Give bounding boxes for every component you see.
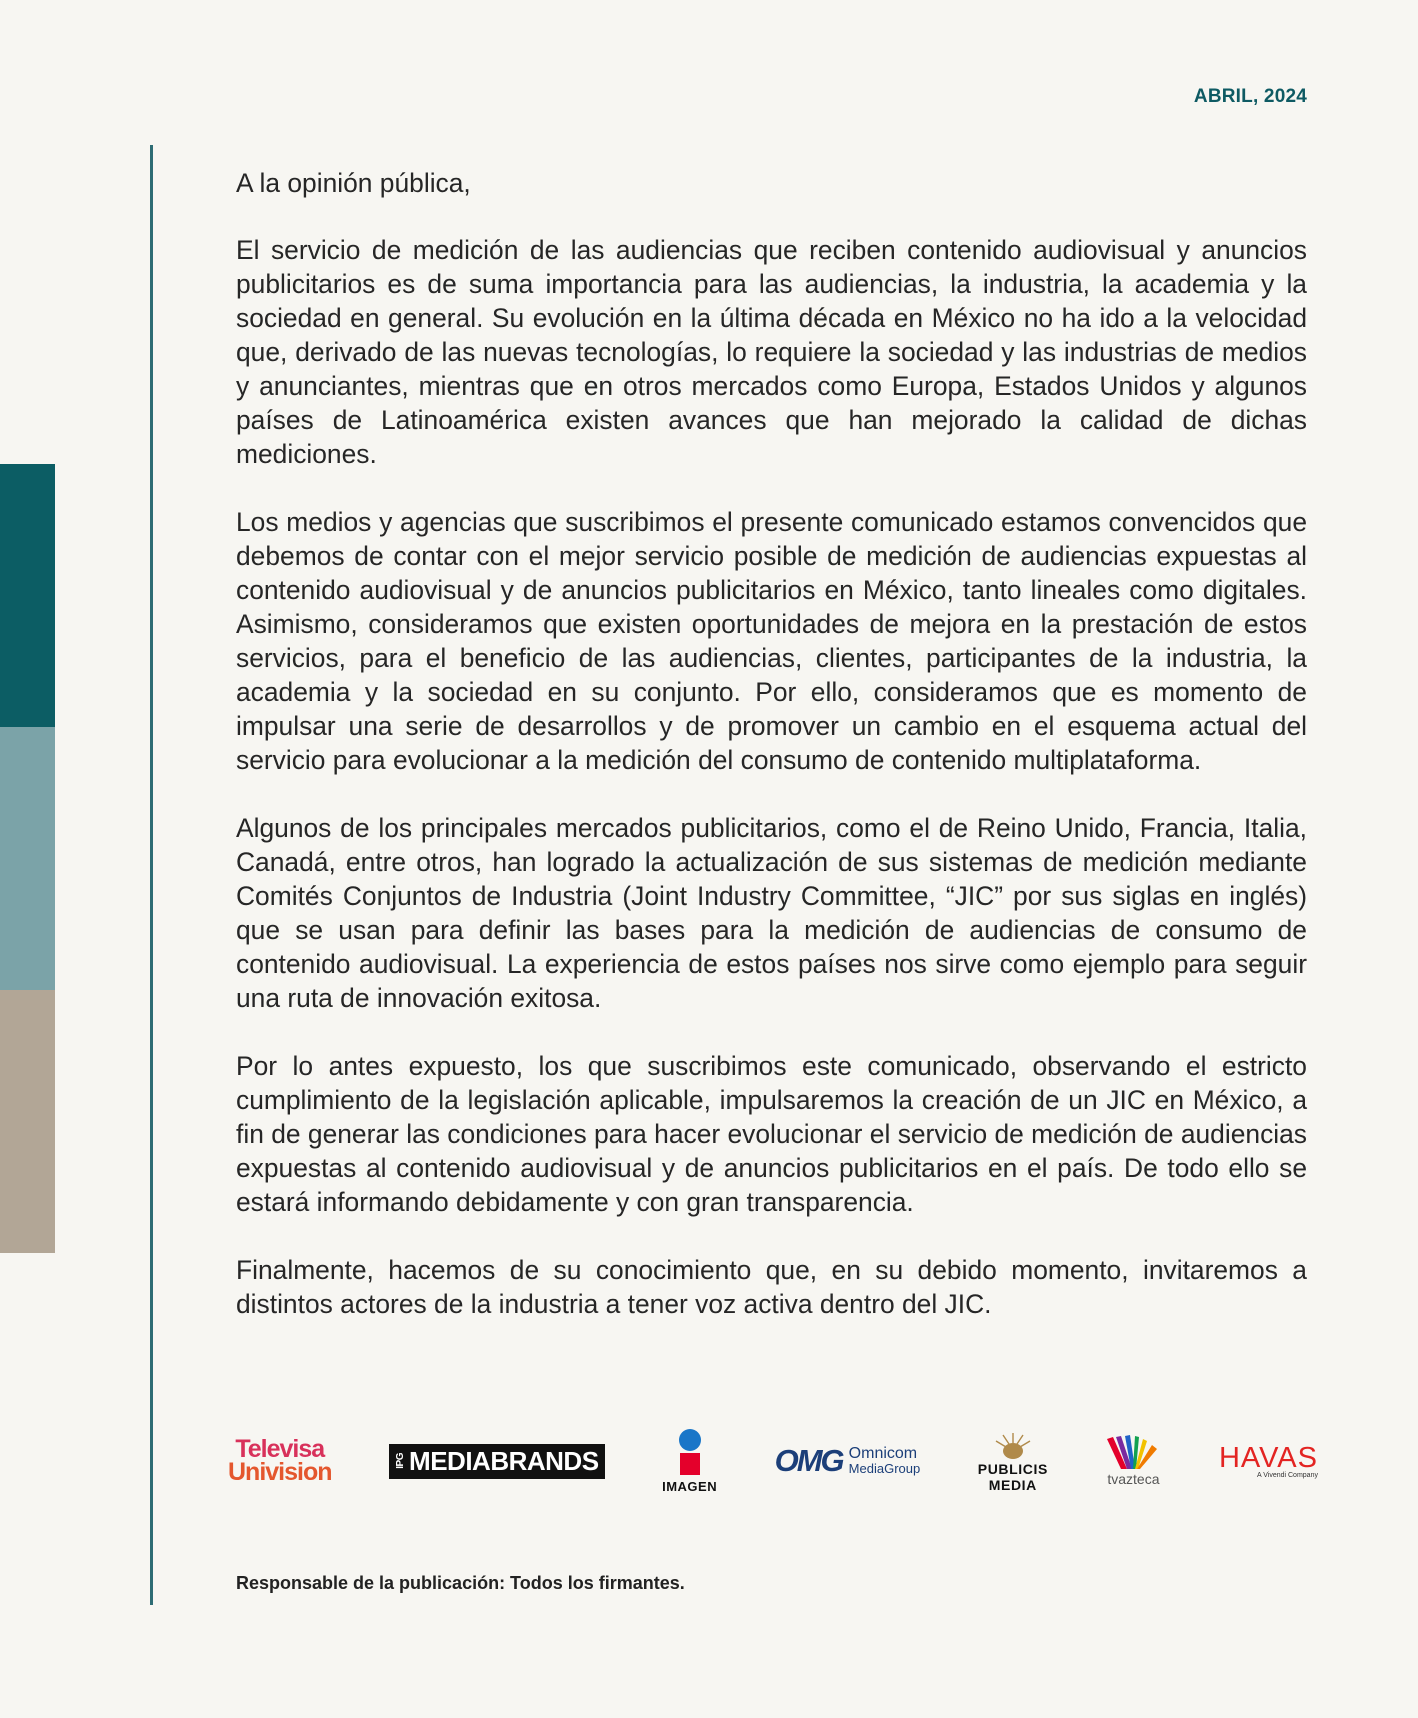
publicis-logo-line1: PUBLICIS: [977, 1461, 1048, 1477]
signatory-logos: [228, 1424, 1318, 1498]
omg-logo-line1: Omnicom: [848, 1445, 918, 1462]
imagen-logo-text: IMAGEN: [662, 1478, 718, 1494]
omg-logo-line2: MediaGroup: [848, 1461, 921, 1476]
color-bar-teal: [0, 464, 55, 727]
ipg-logo-small: IPG: [395, 1453, 407, 1469]
publication-date: ABRIL, 2024: [1193, 86, 1307, 107]
color-bar-light-teal: [0, 727, 55, 990]
imagen-logo: [662, 1429, 717, 1494]
tv-azteca-logo-text: tvazteca: [1107, 1471, 1160, 1487]
omg-logo-mark: OMG: [774, 1443, 843, 1478]
publicis-logo-line2: MEDIA: [988, 1477, 1037, 1493]
paragraph-1: El servicio de medición de las audiencias que reciben contenido audiovisual y anuncios publicitarios es de suma importancia para las audiencias, la industria, la academia y la sociedad en general. Su evolución en la última década en México no ha ido a la velocidad que, derivado de las nuevas tecnologías, lo requiere la sociedad y las industrias de medios y anunciantes, mientras que en otros mercados como Europa, Estados Unidos y algunos países de Latinoamérica existen avances que han mejorado la calidad de dichas mediciones.: [236, 235, 1307, 469]
paragraph-3: Algunos de los principales mercados publicitarios, como el de Reino Unido, Francia, Italia, Canadá, entre otros, han logrado la actualización de sus sistemas de medición mediante Comités Conjuntos de Industria (Joint Industry Committee, “JIC” por sus siglas en inglés) que se usan para definir las bases para la medición de audiencias de consumo de contenido audiovisual. La experiencia de estos países nos sirve como ejemplo para seguir una ruta de innovación exitosa.: [236, 813, 1307, 1013]
vertical-rule: [150, 145, 153, 1605]
paragraph-5: Finalmente, hacemos de su conocimiento que, en su debido momento, invitaremos a distintos actores de la industria a tener voz activa dentro del JIC.: [236, 1255, 1307, 1319]
imagen-mark-icon: [679, 1429, 701, 1475]
paragraph-4: Por lo antes expuesto, los que suscribimos este comunicado, observando el estricto cumplimiento de la legislación aplicable, impulsaremos la creación de un JIC en México, a fin de generar las condiciones para hacer evolucionar el servicio de medición de audiencias expuestas al contenido audiovisual y de anuncios publicitarios en el país. De todo ello se estará informando debidamente y con gran transparencia.: [236, 1051, 1307, 1217]
publication-responsible: Responsable de la publicación: Todos los firmantes.: [236, 1573, 685, 1593]
tv-azteca-logo: [1105, 1435, 1161, 1487]
havas-logo: [1218, 1441, 1318, 1479]
televisa-logo-line1: Televisa: [235, 1435, 325, 1463]
televisa-univision-logo: [228, 1435, 332, 1486]
ipg-mediabrands-logo: [389, 1444, 605, 1479]
televisa-logo-line2: Univision: [228, 1458, 332, 1486]
publicis-media-logo: [978, 1429, 1048, 1493]
salutation: A la opinión pública,: [236, 168, 471, 198]
letter-body: [236, 166, 1307, 1355]
ipg-logo-name: MEDIABRANDS: [409, 1445, 599, 1476]
tv-azteca-stripes-icon: [1105, 1435, 1161, 1471]
publicis-lion-icon: [991, 1429, 1035, 1461]
omnicom-logo: [775, 1443, 921, 1479]
havas-logo-subtitle: A Vivendi Company: [1257, 1471, 1318, 1479]
color-bars: [0, 464, 55, 1253]
paragraph-2: Los medios y agencias que suscribimos el presente comunicado estamos convencidos que debemos de contar con el mejor servicio posible de medición de audiencias expuestas al contenido audiovisual y de anuncios publicitarios en México, tanto lineales como digitales. Asimismo, consideramos que existen oportunidades de mejora en la prestación de estos servicios, para el beneficio de las audiencias, clientes, participantes de la industria, la academia y la sociedad en su conjunto. Por ello, consideramos que es momento de impulsar una serie de desarrollos y de promover un cambio en el esquema actual del servicio para evolucionar a la medición del consumo de contenido multiplataforma.: [236, 507, 1307, 775]
color-bar-taupe: [0, 990, 55, 1253]
havas-logo-text: HAVAS: [1218, 1441, 1318, 1474]
